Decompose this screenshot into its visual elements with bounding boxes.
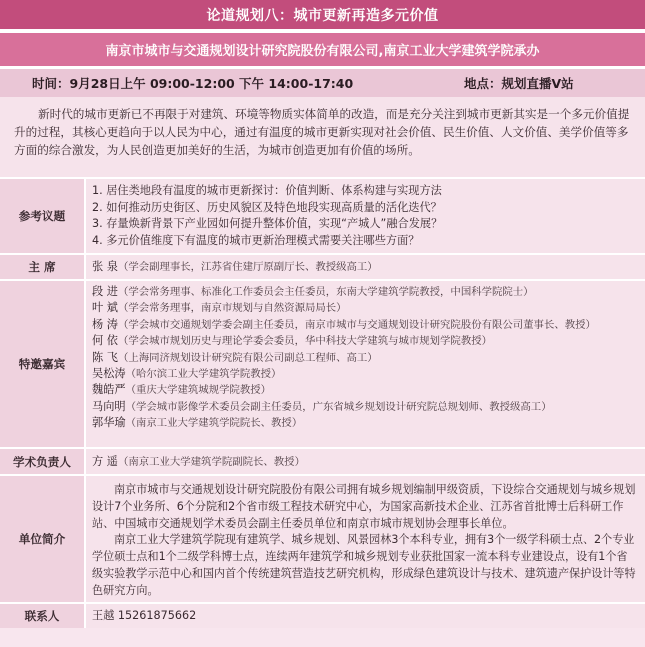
guest-desc: （学会常务理事，南京市规划与自然资源局局长） <box>117 302 347 315</box>
contact-row <box>0 604 645 628</box>
guest-desc: （南京工业大学建筑学院院长、教授） <box>125 417 303 430</box>
guest-item <box>92 300 637 316</box>
topic-item: 1. 居住类地段有温度的城市更新探讨：价值判断、体系构建与实现方法 <box>92 184 442 197</box>
chair-name: 张 泉 <box>92 260 118 273</box>
guest-name: 魏皓严 <box>92 383 126 397</box>
chair-row <box>0 255 645 281</box>
page-title: 论道规划八：城市更新再造多元价值 <box>0 0 645 29</box>
chair-desc: （学会副理事长，江苏省住建厅原副厅长、教授级高工） <box>117 261 378 273</box>
guest-name: 杨 涛 <box>92 317 118 331</box>
guest-name: 马向明 <box>92 399 126 413</box>
guest-item <box>92 382 637 398</box>
topic-item: 3. 存量焕新背景下产业园如何提升整体价值，实现“产城人”融合发展？ <box>92 217 443 230</box>
guest-desc: （学会城市影像学术委员会副主任委员，广东省城乡规划设计研究院总规划师、教授级高工） <box>125 400 552 413</box>
guest-name: 郭华瑜 <box>92 416 126 430</box>
guest-name: 叶 斌 <box>92 301 118 315</box>
academic-name: 方 遥 <box>92 454 118 468</box>
guest-item <box>92 317 637 333</box>
academic-label: 学术负责人 <box>0 449 86 474</box>
organizer-banner: 南京市城市与交通规划设计研究院股份有限公司,南京工业大学建筑学院承办 <box>0 33 645 66</box>
guest-desc: （哈尔滨工业大学建筑学院教授） <box>125 368 282 381</box>
event-place: 地点：规划直播V站 <box>464 76 574 91</box>
event-time: 时间：9月28日上午 09:00-12:00 下午 14:00-17:40 <box>32 76 354 91</box>
unit-row <box>0 476 645 604</box>
unit-content <box>86 476 645 602</box>
guest-name: 吴松涛 <box>92 367 126 381</box>
topics-label: 参考议题 <box>0 179 86 253</box>
unit-paragraph: 南京市城市与交通规划设计研究院股份有限公司拥有城乡规划编制甲级资质，下设综合交通规划与城乡规划设计7个业务所、6个分院和2个省市级工程技术研究中心，为国家高新技术企业、江苏省首批博士后科研工作站、中国城市交通规划学术委员会副主任委员单位和南京市城市规划协会理事长单位。 <box>92 483 636 530</box>
topic-item: 2. 如何推动历史街区、历史风貌区及特色地段实现高质量的活化迭代？ <box>92 200 442 214</box>
guest-desc: （学会常务理事、标准化工作委员会主任委员，东南大学建筑学院教授，中国科学院院士） <box>117 286 534 298</box>
contact-value: 王越 15261875662 <box>86 604 645 628</box>
guest-desc: （上海同济规划设计研究院有限公司副总工程师、高工） <box>117 351 378 364</box>
guest-item <box>92 284 637 300</box>
topic-item: 4. 多元价值维度下有温度的城市更新治理模式需要关注哪些方面？ <box>92 233 420 247</box>
guest-desc: （学会城市规划历史与理论学委会委员，华中科技大学建筑与城市规划学院教授） <box>117 335 492 348</box>
contact-label: 联系人 <box>0 604 86 628</box>
time-place-bar <box>0 69 645 97</box>
chair-label: 主 席 <box>0 255 86 279</box>
chair-content <box>86 255 645 279</box>
guest-item <box>92 366 637 382</box>
guest-item <box>92 350 637 366</box>
unit-paragraph: 南京工业大学建筑学院现有建筑学、城乡规划、风景园林3个本科专业，拥有3个一级学科硕士点、2个专业学位硕士点和1个二级学科博士点，连续两年建筑学和城乡规划专业获批国家一流本科专业建设点，设有1个省级实验教学示范中心和国内首个传统建筑营造技艺研究机构，形成绿色建筑设计与技术、建筑遗产保护设计等特色研究方向。 <box>92 533 636 597</box>
academic-content <box>86 449 645 474</box>
academic-row <box>0 449 645 476</box>
guests-row <box>0 281 645 449</box>
guests-list <box>86 281 645 447</box>
topics-list <box>86 179 645 253</box>
academic-desc: （南京工业大学建筑学院副院长、教授） <box>117 455 305 468</box>
intro-paragraph: 新时代的城市更新已不再限于对建筑、环境等物质实体简单的改造，而是充分关注到城市更新其实是一个多元价值提升的过程，其核心更趋向于以人民为中心，通过有温度的城市更新实现对社会价值、民生价值、人文价值、美学价值等多方面的综合激发，为人民创造更加美好的生活，为城市创造更加有价值的场所。 <box>0 97 645 179</box>
guests-label: 特邀嘉宾 <box>0 281 86 447</box>
guest-name: 何 依 <box>92 334 118 348</box>
topics-row <box>0 179 645 255</box>
guest-item <box>92 399 637 415</box>
guest-name: 段 进 <box>92 285 118 298</box>
guest-desc: （学会城市交通规划学委会副主任委员，南京市城市与交通规划设计研究院股份有限公司董事长、教授） <box>117 318 596 331</box>
guest-item <box>92 333 637 349</box>
guest-desc: （重庆大学建筑城规学院教授） <box>125 384 272 397</box>
unit-label: 单位简介 <box>0 476 86 602</box>
guest-name: 陈 飞 <box>92 350 118 364</box>
guest-item <box>92 415 637 431</box>
